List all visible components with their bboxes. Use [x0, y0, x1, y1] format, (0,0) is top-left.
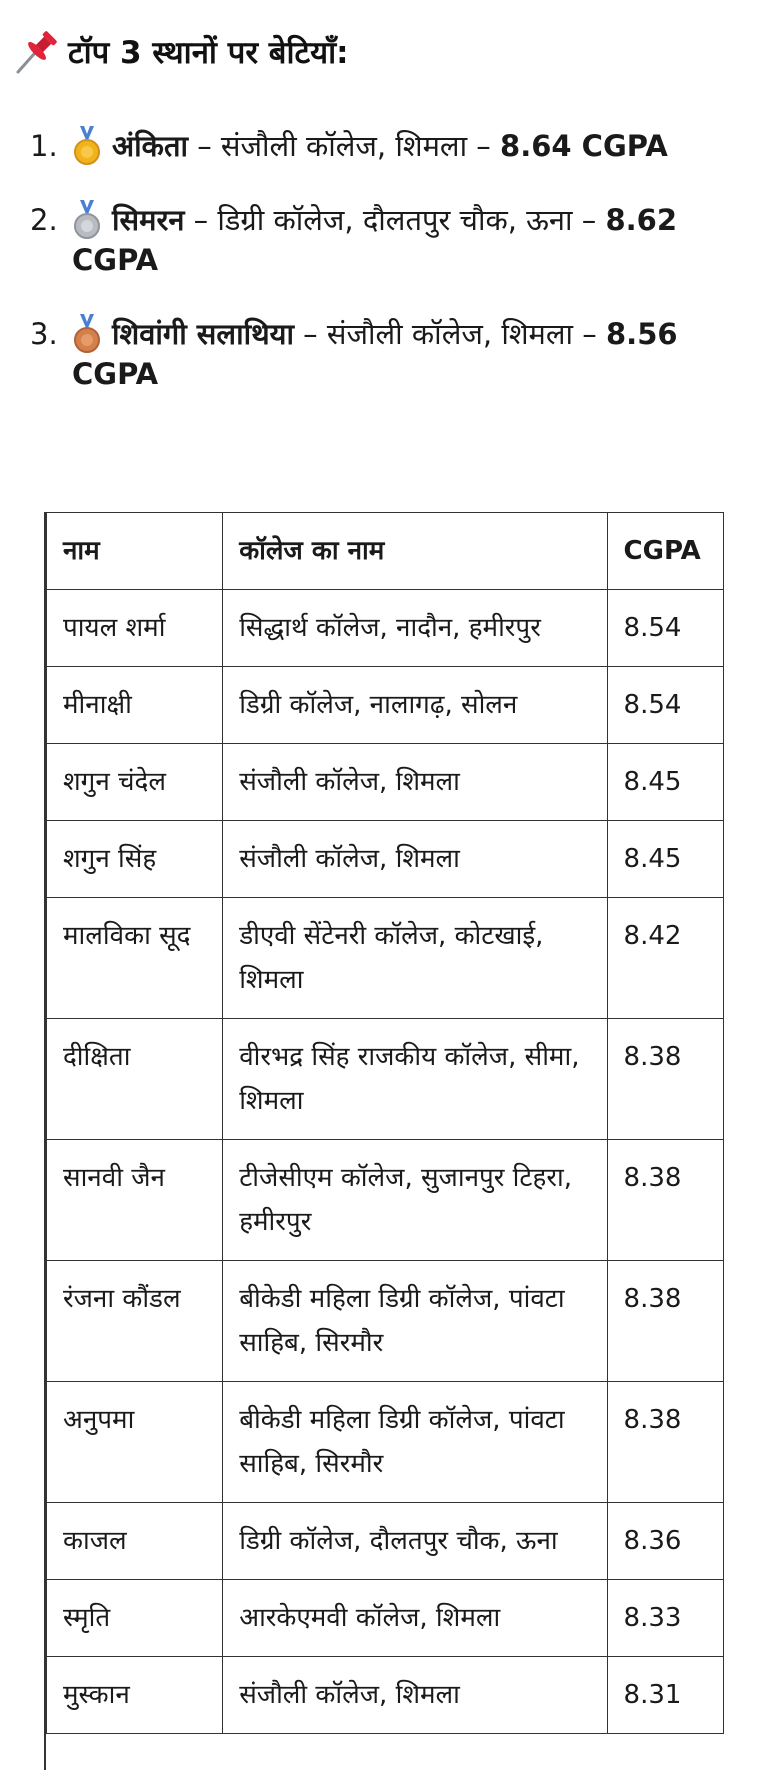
separator: – — [293, 317, 327, 351]
table-row — [47, 1019, 724, 1140]
header-name: नाम — [47, 513, 223, 590]
cell-name: मुस्कान — [47, 1657, 223, 1734]
topper-college: डिग्री कॉलेज, दौलतपुर चौक, ऊना — [217, 203, 573, 237]
cell-college: संजौली कॉलेज, शिमला — [223, 744, 607, 821]
silver-medal-icon — [72, 200, 102, 240]
header-cgpa: CGPA — [607, 513, 723, 590]
toppers-list — [0, 126, 770, 428]
cell-cgpa: 8.54 — [607, 590, 723, 667]
cell-name: शगुन सिंह — [47, 821, 223, 898]
cell-college: सिद्धार्थ कॉलेज, नादौन, हमीरपुर — [223, 590, 607, 667]
cell-name: स्मृति — [47, 1580, 223, 1657]
cell-cgpa: 8.38 — [607, 1382, 723, 1503]
cell-cgpa: 8.45 — [607, 821, 723, 898]
cell-cgpa: 8.31 — [607, 1657, 723, 1734]
cell-name: शगुन चंदेल — [47, 744, 223, 821]
table-row — [47, 1657, 724, 1734]
table-row — [47, 1580, 724, 1657]
cell-name: रंजना कौंडल — [47, 1261, 223, 1382]
topper-name: शिवांगी सलाथिया — [112, 317, 294, 351]
results-table — [46, 512, 724, 1734]
cell-cgpa: 8.54 — [607, 667, 723, 744]
table-row — [47, 898, 724, 1019]
cell-name: अनुपमा — [47, 1382, 223, 1503]
table-row — [47, 1261, 724, 1382]
cell-cgpa: 8.42 — [607, 898, 723, 1019]
topper-item — [0, 126, 770, 166]
cell-name: काजल — [47, 1503, 223, 1580]
table-row — [47, 1503, 724, 1580]
cell-name: दीक्षिता — [47, 1019, 223, 1140]
topper-cgpa: 8.56 CGPA — [72, 317, 678, 391]
table-row — [47, 1382, 724, 1503]
table-header-row — [47, 513, 724, 590]
topper-item — [0, 200, 770, 280]
cell-college: डिग्री कॉलेज, नालागढ़, सोलन — [223, 667, 607, 744]
cell-college: डीएवी सेंटेनरी कॉलेज, कोटखाई, शिमला — [223, 898, 607, 1019]
cell-college: आरकेएमवी कॉलेज, शिमला — [223, 1580, 607, 1657]
topper-college: संजौली कॉलेज, शिमला — [220, 129, 468, 163]
cell-college: बीकेडी महिला डिग्री कॉलेज, पांवटा साहिब, सिरमौर — [223, 1382, 607, 1503]
cell-cgpa: 8.38 — [607, 1019, 723, 1140]
topper-college: संजौली कॉलेज, शिमला — [326, 317, 574, 351]
separator: – — [467, 129, 501, 163]
rank-number: 1. — [30, 129, 58, 163]
gold-medal-icon — [72, 126, 102, 166]
rank-number: 2. — [30, 203, 58, 237]
topper-name: सिमरन — [112, 203, 185, 237]
separator: – — [572, 203, 606, 237]
topper-cgpa: 8.64 CGPA — [500, 129, 668, 163]
pushpin-icon — [14, 28, 58, 76]
table-row — [47, 821, 724, 898]
cell-cgpa: 8.33 — [607, 1580, 723, 1657]
rank-number: 3. — [30, 317, 58, 351]
cell-cgpa: 8.45 — [607, 744, 723, 821]
cell-college: वीरभद्र सिंह राजकीय कॉलेज, सीमा, शिमला — [223, 1019, 607, 1140]
heading-text: टॉप 3 स्थानों पर बेटियाँ: — [68, 35, 349, 71]
cell-college: डिग्री कॉलेज, दौलतपुर चौक, ऊना — [223, 1503, 607, 1580]
topper-name: अंकिता — [112, 129, 188, 163]
header-college: कॉलेज का नाम — [223, 513, 607, 590]
bronze-medal-icon — [72, 314, 102, 354]
cell-name: पायल शर्मा — [47, 590, 223, 667]
cell-college: टीजेसीएम कॉलेज, सुजानपुर टिहरा, हमीरपुर — [223, 1140, 607, 1261]
table-row — [47, 590, 724, 667]
section-heading — [14, 28, 349, 76]
separator: – — [573, 317, 606, 351]
topper-cgpa: 8.62 CGPA — [72, 203, 678, 277]
cell-college: संजौली कॉलेज, शिमला — [223, 1657, 607, 1734]
cell-name: मीनाक्षी — [47, 667, 223, 744]
cell-name: मालविका सूद — [47, 898, 223, 1019]
table-row — [47, 667, 724, 744]
table-row — [47, 1140, 724, 1261]
cell-cgpa: 8.36 — [607, 1503, 723, 1580]
cell-college: बीकेडी महिला डिग्री कॉलेज, पांवटा साहिब, सिरमौर — [223, 1261, 607, 1382]
separator: – — [184, 203, 218, 237]
cell-cgpa: 8.38 — [607, 1261, 723, 1382]
cell-name: सानवी जैन — [47, 1140, 223, 1261]
table-row — [47, 744, 724, 821]
cell-cgpa: 8.38 — [607, 1140, 723, 1261]
separator: – — [187, 129, 221, 163]
cell-college: संजौली कॉलेज, शिमला — [223, 821, 607, 898]
topper-item — [0, 314, 770, 394]
